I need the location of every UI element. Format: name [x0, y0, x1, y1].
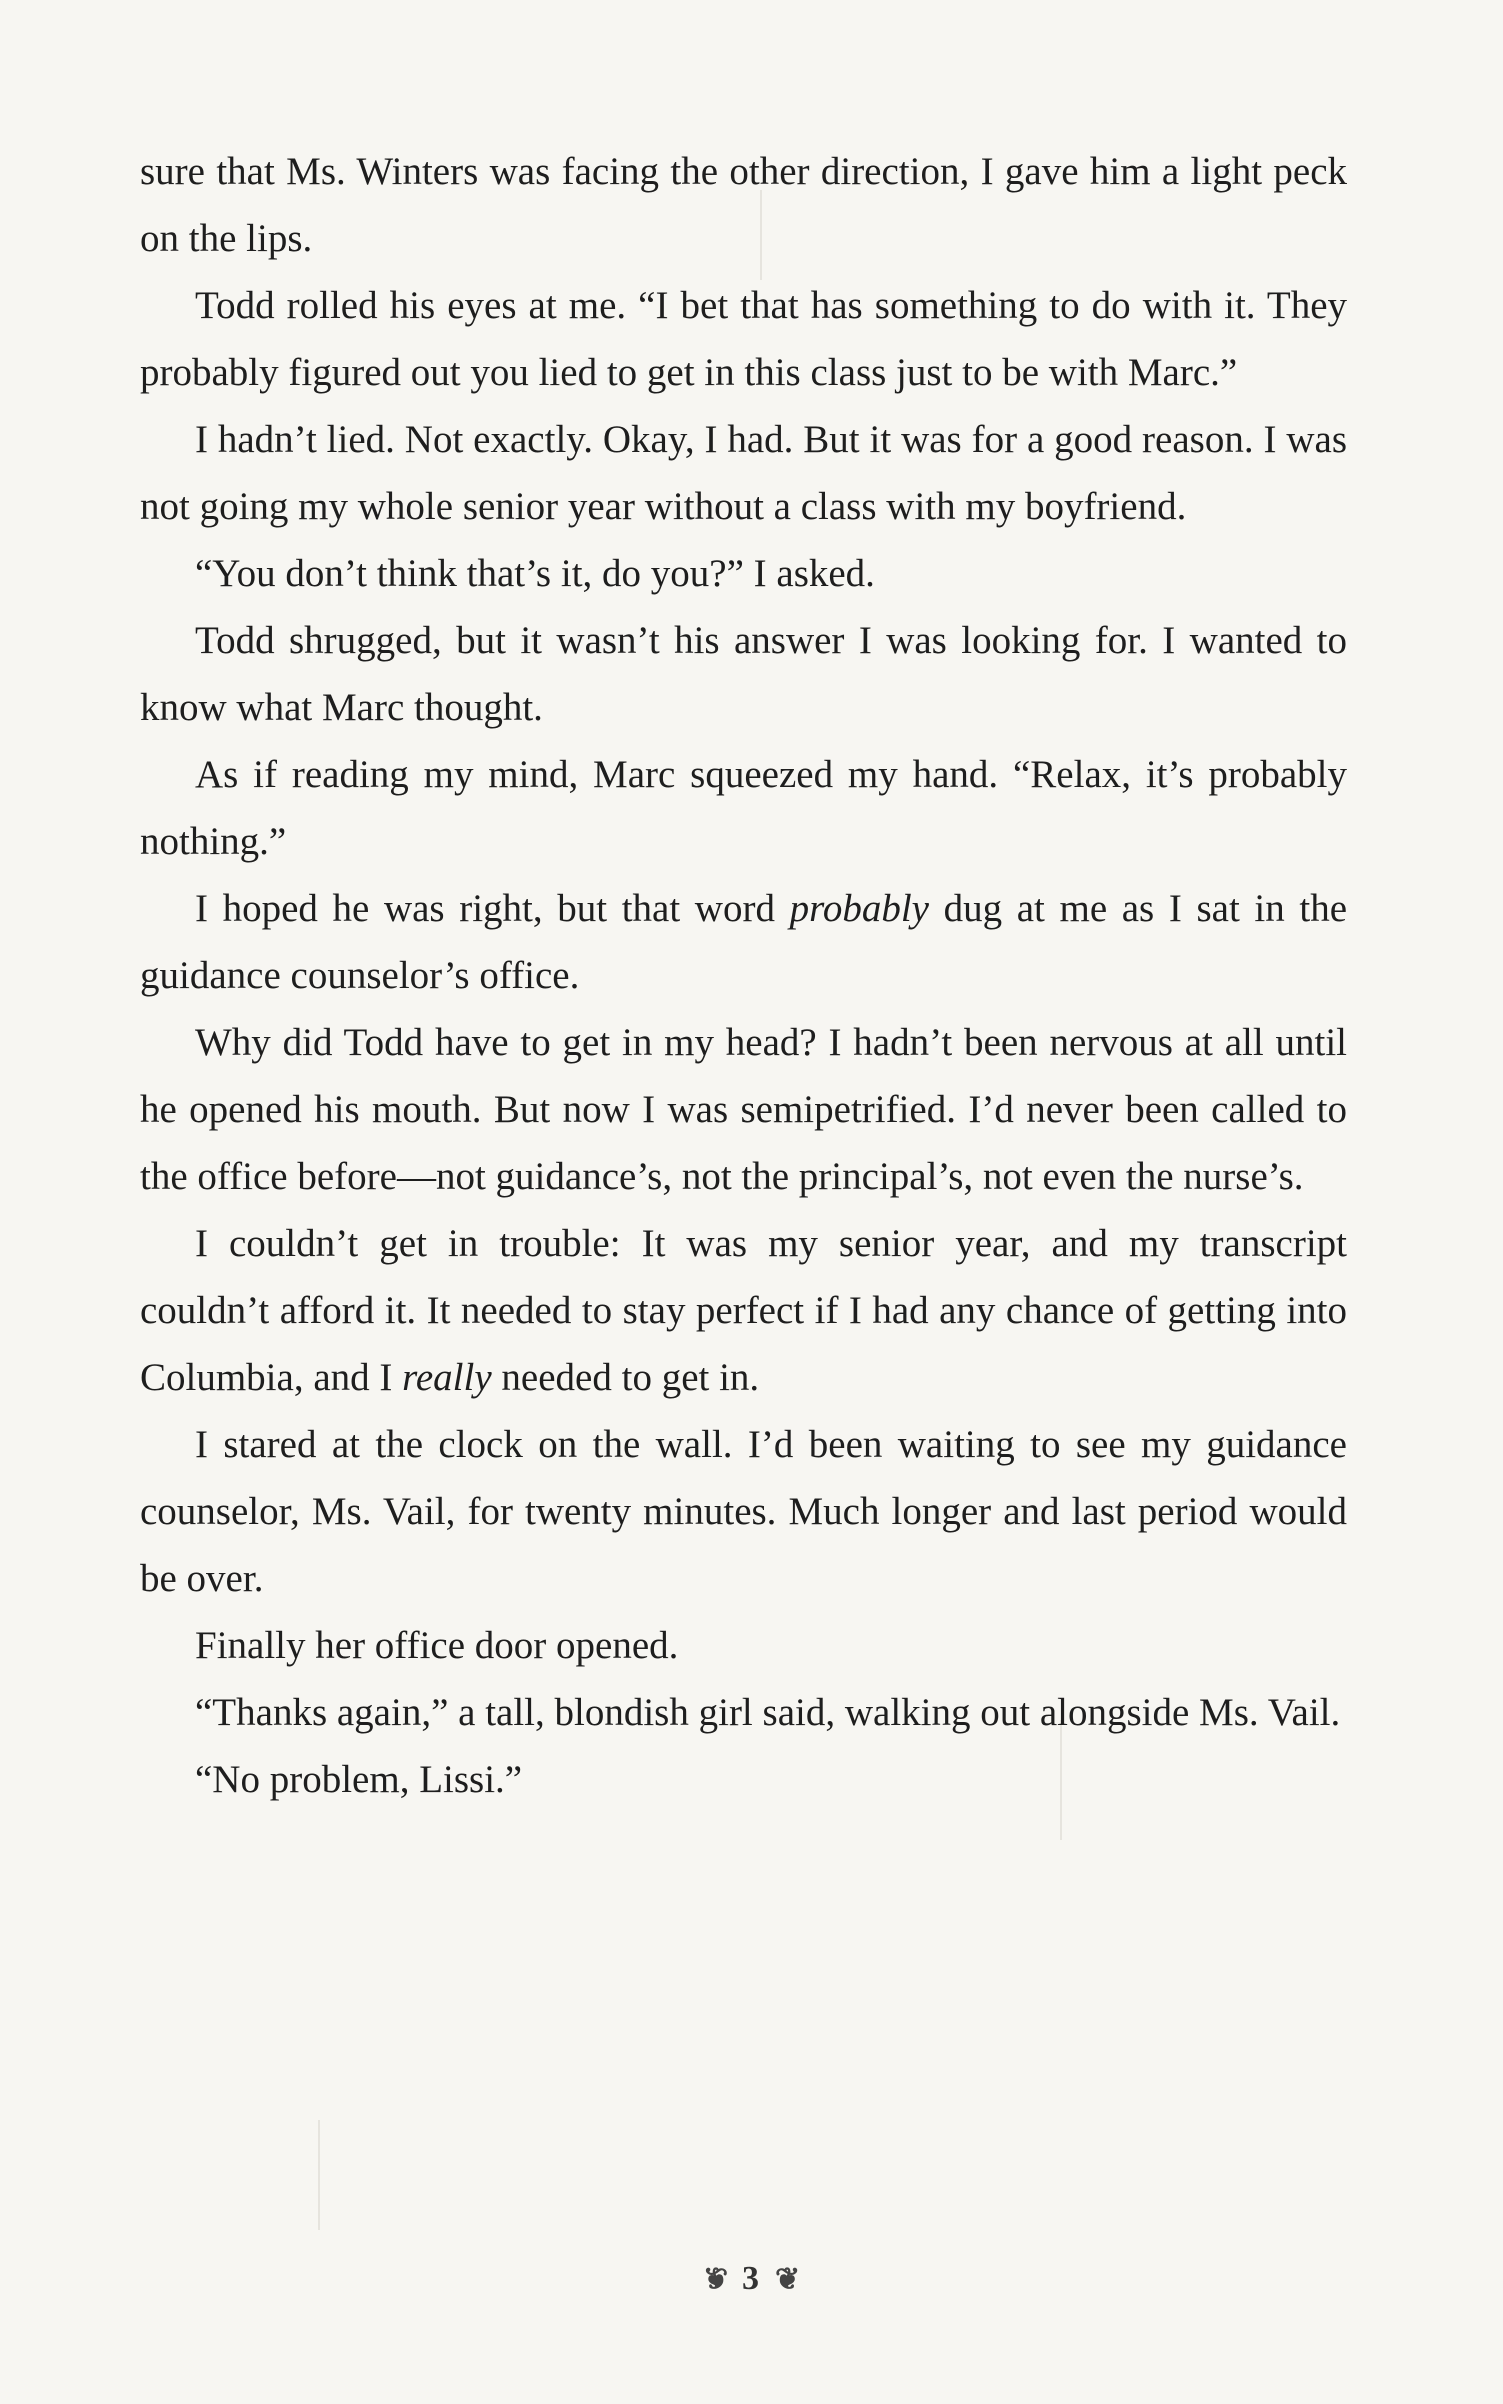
paragraph — [140, 741, 1347, 875]
body-text — [140, 138, 1347, 1813]
text-run: Why did Todd have to get in my head? I hadn’t been nervous at all until he opened his mouth. But now I was semipetrified. I’d never been called to the office before—not guidance’s, not the principal’s, not even the nurse’s. — [140, 1021, 1347, 1198]
text-run: I hoped he was right, but that word — [195, 887, 790, 930]
paragraph — [140, 607, 1347, 741]
paragraph — [140, 540, 1347, 607]
scan-artifact-line — [318, 2120, 320, 2230]
paragraph — [140, 1679, 1347, 1746]
left-ornament-icon: ❦ — [700, 2262, 728, 2296]
paragraph — [140, 1210, 1347, 1411]
paragraph — [140, 1746, 1347, 1813]
paragraph — [140, 1411, 1347, 1612]
text-run: sure that Ms. Winters was facing the other direction, I gave him a light peck on the lips. — [140, 150, 1347, 260]
text-run: As if reading my mind, Marc squeezed my hand. “Relax, it’s probably nothing.” — [140, 753, 1347, 863]
text-run: needed to get in. — [491, 1356, 760, 1399]
text-run: “Thanks again,” a tall, blondish girl said, walking out alongside Ms. Vail. — [195, 1691, 1341, 1734]
italic-text: probably — [789, 887, 929, 930]
text-run: I hadn’t lied. Not exactly. Okay, I had. But it was for a good reason. I was not going my whole senior year without a class with my boyfriend. — [140, 418, 1347, 528]
text-run: dug at me as I sat in the guidance counselor’s office. — [140, 887, 1347, 997]
paragraph — [140, 1009, 1347, 1210]
paragraph — [140, 406, 1347, 540]
text-run: “You don’t think that’s it, do you?” I asked. — [195, 552, 875, 595]
text-run: I stared at the clock on the wall. I’d been waiting to see my guidance counselor, Ms. Vail, for twenty minutes. Much longer and last period would be over. — [140, 1423, 1347, 1600]
text-run: I couldn’t get in trouble: It was my senior year, and my transcript couldn’t afford it. It needed to stay perfect if I had any chance of getting into Columbia, and I — [140, 1222, 1347, 1399]
italic-text: really — [402, 1356, 492, 1399]
text-run: Finally her office door opened. — [195, 1624, 679, 1667]
right-ornament-icon: ❦ — [775, 2262, 803, 2296]
text-run: “No problem, Lissi.” — [195, 1758, 523, 1801]
paragraph — [140, 138, 1347, 272]
paragraph — [140, 272, 1347, 406]
text-run: Todd shrugged, but it wasn’t his answer I was looking for. I wanted to know what Marc thought. — [140, 619, 1347, 729]
paragraph — [140, 1612, 1347, 1679]
page-folio — [0, 2258, 1503, 2298]
page-number: 3 — [742, 2260, 761, 2298]
text-run: Todd rolled his eyes at me. “I bet that has something to do with it. They probably figured out you lied to get in this class just to be with Marc.” — [140, 284, 1347, 394]
paragraph — [140, 875, 1347, 1009]
